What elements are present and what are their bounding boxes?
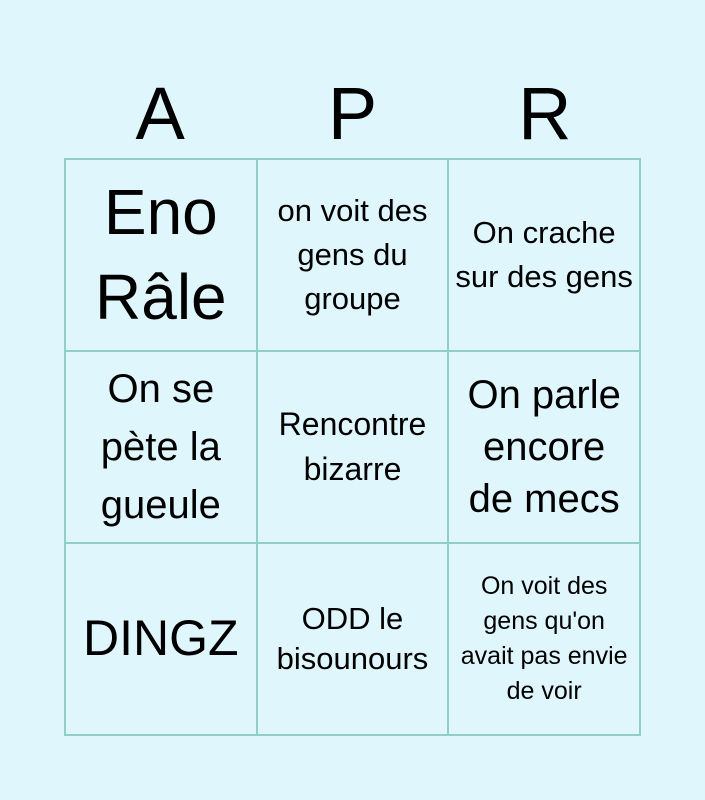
header-letter-p: P (327, 72, 378, 155)
bingo-cell[interactable]: Rencontre bizarre (257, 351, 449, 543)
bingo-cell[interactable]: On parle encore de mecs (448, 351, 640, 543)
bingo-cell[interactable]: On crache sur des gens (448, 159, 640, 351)
bingo-header (64, 70, 641, 158)
bingo-cell[interactable]: On se pète la gueule (65, 351, 257, 543)
bingo-cell[interactable]: DINGZ (65, 543, 257, 735)
bingo-cell[interactable]: ODD le bisounours (257, 543, 449, 735)
header-letter-r: R (518, 72, 572, 155)
bingo-cell[interactable]: On voit des gens qu'on avait pas envie de voir (448, 543, 640, 735)
bingo-cell[interactable]: Eno Râle (65, 159, 257, 351)
bingo-board (64, 158, 641, 736)
bingo-cell[interactable]: on voit des gens du groupe (257, 159, 449, 351)
header-letter-a: A (135, 72, 185, 155)
